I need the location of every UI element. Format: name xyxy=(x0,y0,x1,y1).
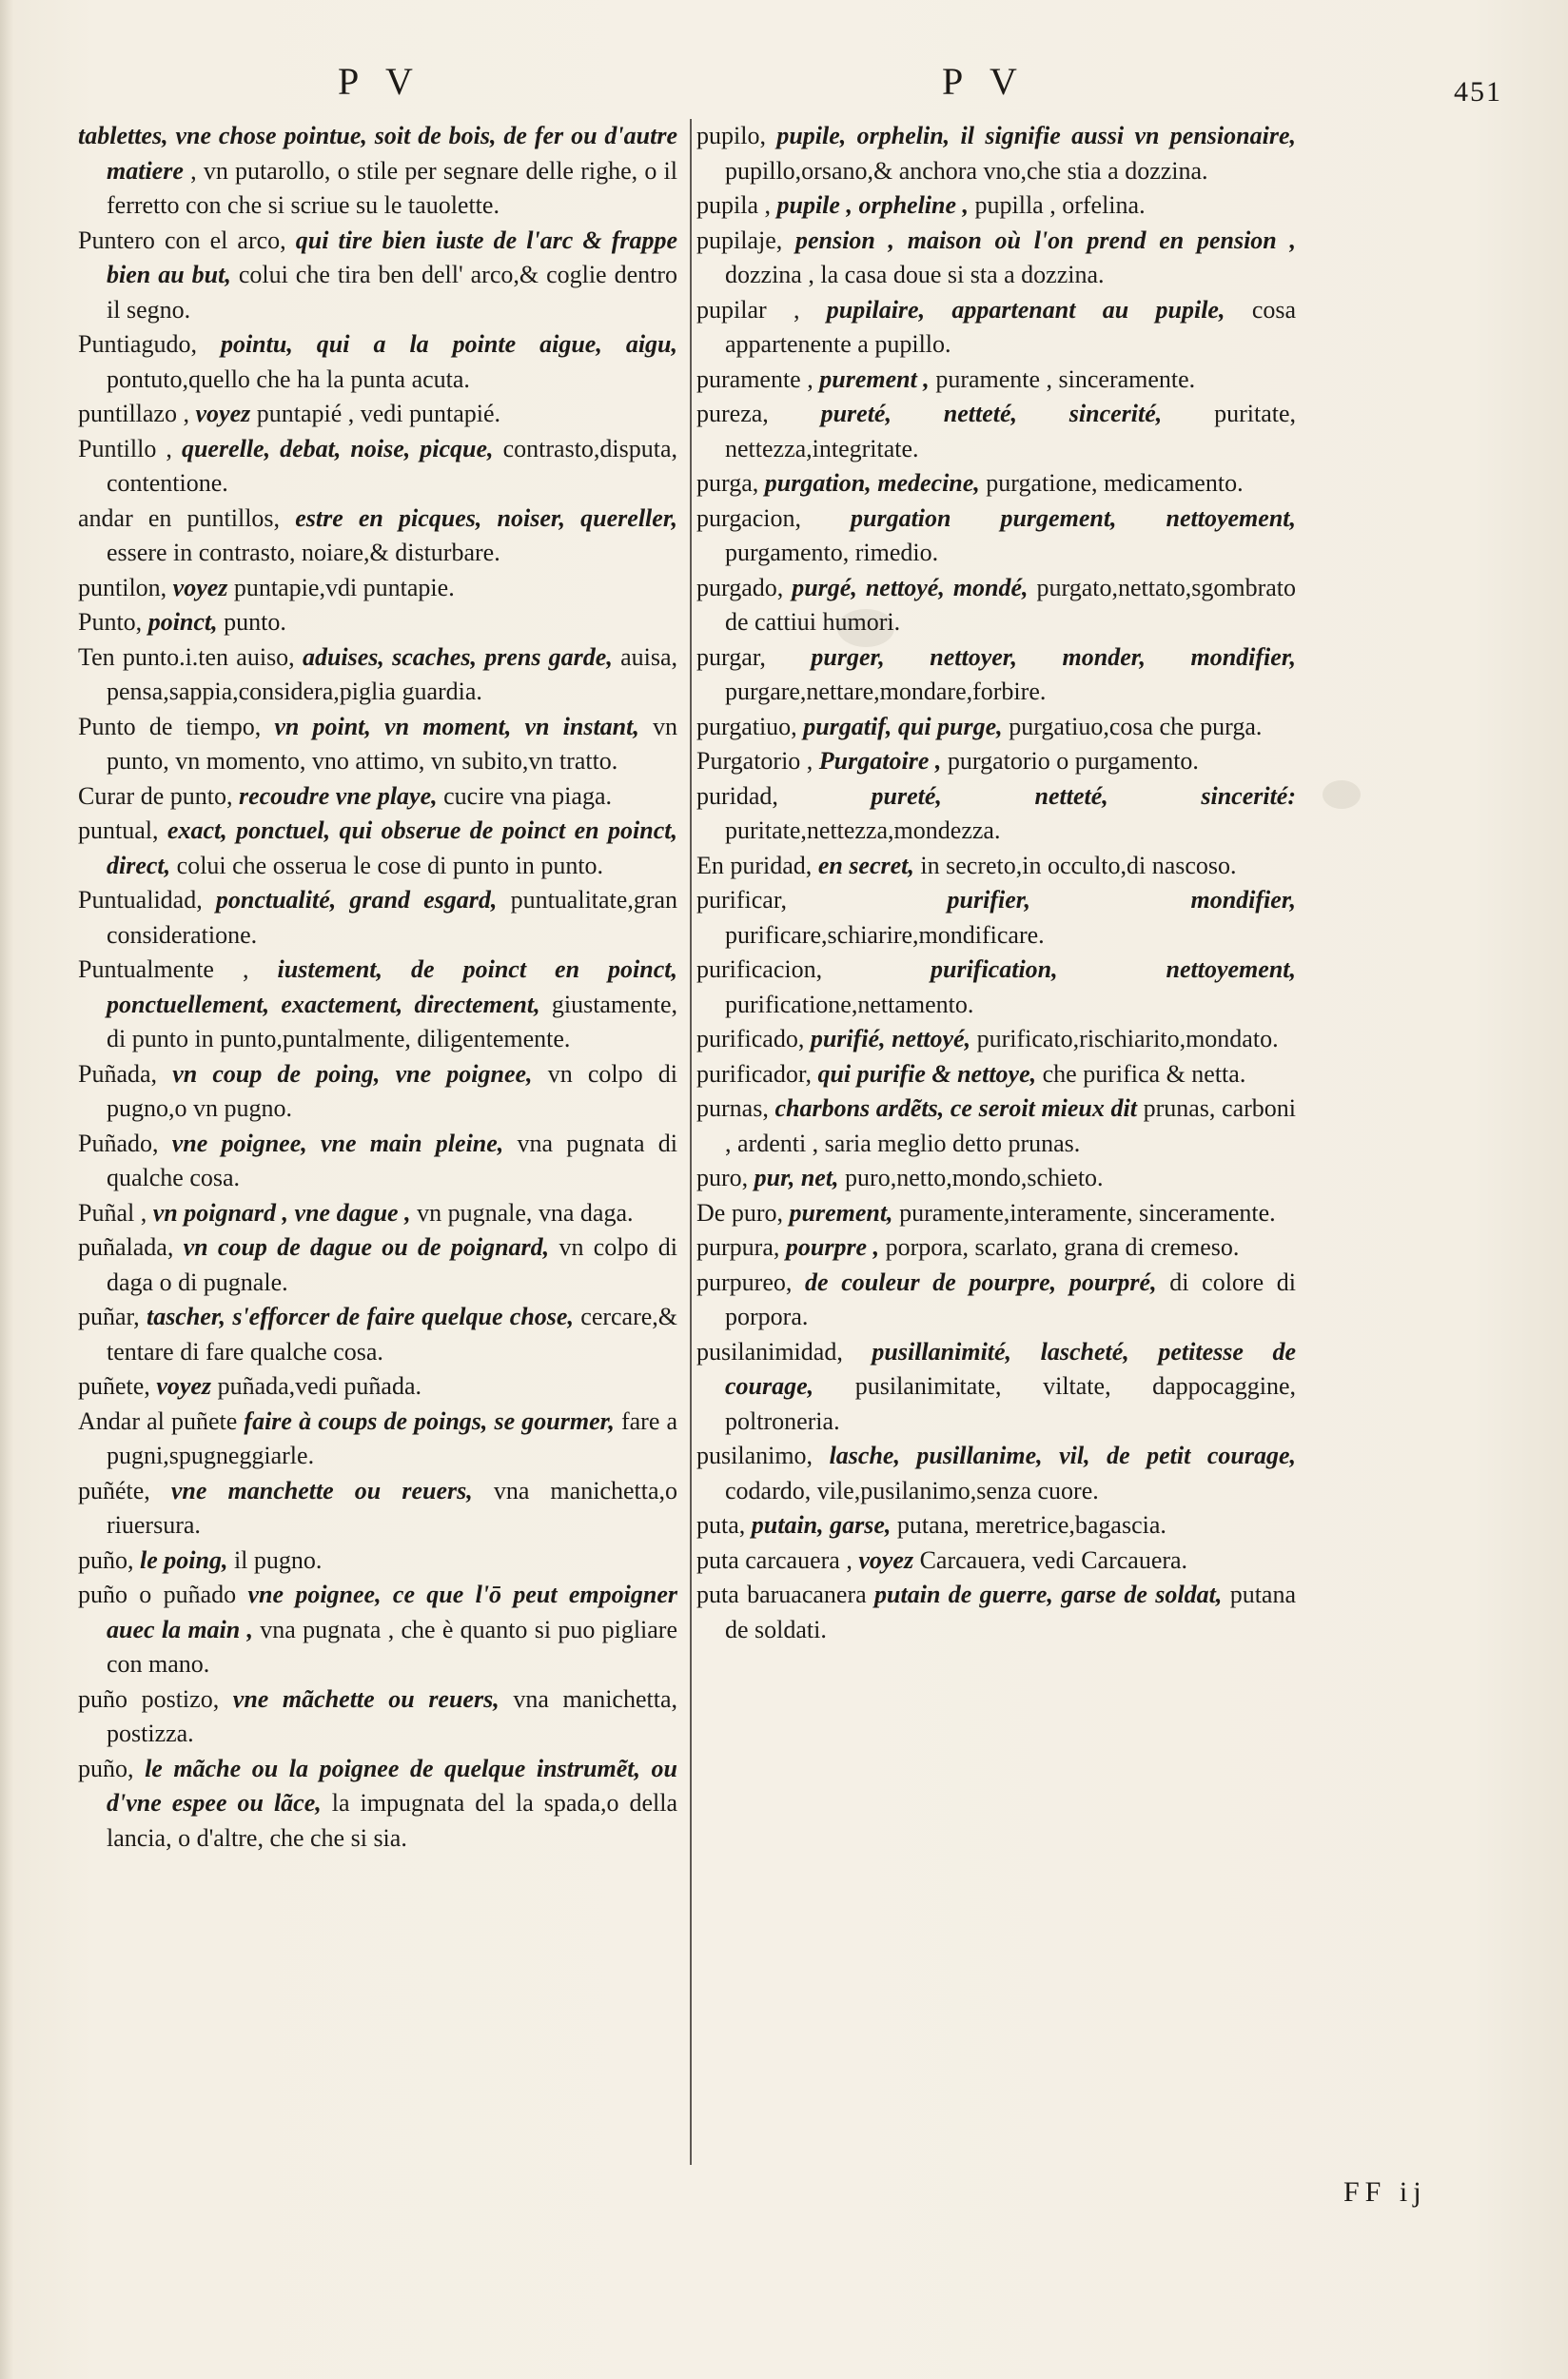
dictionary-entry xyxy=(78,501,677,571)
entry-french: voyez xyxy=(172,573,228,601)
entry-french: pureté, netteté, sincerité: xyxy=(871,781,1297,810)
entry-headword: pupilaje, xyxy=(696,226,783,254)
dictionary-entry xyxy=(78,1230,677,1300)
entry-headword: pupilo, xyxy=(696,122,766,149)
entry-headword: purgado, xyxy=(696,573,784,601)
entry-french: pureté, netteté, sincerité, xyxy=(820,400,1163,427)
entry-italian: vna pugnata di qualche cosa. xyxy=(107,1129,678,1191)
entry-italian: codardo, vile,pusilanimo,senza cuore. xyxy=(725,1476,1099,1504)
entry-italian: vn pugnale, vna daga. xyxy=(417,1198,634,1227)
entry-french: pur, net, xyxy=(754,1164,839,1191)
dictionary-entry xyxy=(696,849,1296,884)
entry-italian: puntualitate,gran consideratione. xyxy=(107,886,678,949)
dictionary-entry xyxy=(78,571,677,606)
entry-french: de couleur de pourpre, pourpré, xyxy=(805,1268,1157,1296)
entry-italian: purgare,nettare,mondare,forbire. xyxy=(725,678,1047,705)
entry-french: vne poignee, ce que l'ō peut empoigner auec la main , xyxy=(107,1581,677,1643)
entry-french: Purgatoire , xyxy=(818,747,942,775)
entry-italian: purgamento, rimedio. xyxy=(725,539,939,566)
entry-italian: pupilla , orfelina. xyxy=(974,191,1146,219)
entry-headword: puño o puñado xyxy=(78,1581,237,1608)
signature-mark: FF ij xyxy=(1343,2176,1427,2208)
entry-french: iustement, de poinct en poinct, ponctuellement, exactement, directement, xyxy=(107,955,678,1018)
entry-french: voyez xyxy=(156,1372,212,1400)
entry-headword: purgatiuo, xyxy=(696,712,797,740)
dictionary-entry xyxy=(696,363,1296,398)
dictionary-entry xyxy=(78,710,677,779)
dictionary-entry xyxy=(696,640,1296,710)
entry-french: pupile, orphelin, il signifie aussi vn pensionaire, xyxy=(776,122,1296,149)
entry-italian: colui che osserua le cose di punto in punto. xyxy=(176,851,604,879)
entry-headword: Puñado, xyxy=(78,1129,159,1157)
entry-french: purement, xyxy=(789,1198,893,1227)
dictionary-entry xyxy=(78,327,677,397)
dictionary-entry xyxy=(696,119,1296,188)
entry-headword: Puntillo , xyxy=(78,434,172,462)
entry-italian: puntapié , vedi puntapié. xyxy=(256,400,501,427)
entry-italian: giustamente, di punto in punto,puntalmente, diligentemente. xyxy=(107,990,677,1052)
entry-headword: Puntero con el arco, xyxy=(78,226,286,254)
left-column xyxy=(78,119,677,1856)
entry-headword: Punto, xyxy=(78,608,143,636)
entry-french: pusillanimité, lascheté, petitesse de courage, xyxy=(725,1337,1296,1400)
dictionary-entry xyxy=(78,1127,677,1196)
entry-italian: pupillo,orsano,& anchora vno,che stia a dozzina. xyxy=(725,156,1208,185)
entry-headword: puta baruacanera xyxy=(696,1581,867,1608)
entry-italian: prunas, carboni , ardenti , saria meglio detto prunas. xyxy=(725,1094,1296,1157)
entry-italian: vn colpo di daga o di pugnale. xyxy=(107,1233,677,1296)
entry-italian: in secreto,in occulto,di nascoso. xyxy=(920,851,1237,879)
dictionary-entry xyxy=(696,1091,1296,1161)
entry-french: qui tire bien iuste de l'arc & frappe bien au but, xyxy=(107,226,678,288)
entry-french: purifier, mondifier, xyxy=(947,886,1297,914)
entry-italian: putana de soldati. xyxy=(725,1581,1297,1643)
entry-headword: puñar, xyxy=(78,1303,140,1330)
entry-french: en secret, xyxy=(817,851,914,879)
dictionary-entry xyxy=(78,640,677,710)
entry-headword: Puñal , xyxy=(78,1198,147,1227)
entry-french: exact, ponctuel, qui obserue de poinct en poinct, direct, xyxy=(107,816,677,879)
dictionary-entry xyxy=(78,224,677,328)
entry-french: charbons ardẽts, ce seroit mieux dit xyxy=(774,1094,1137,1122)
entry-headword: purificar, xyxy=(696,886,787,914)
entry-italian: puntapie,vdi puntapie. xyxy=(233,573,455,601)
entry-headword: Andar al puñete xyxy=(78,1406,238,1435)
dictionary-entry xyxy=(78,814,677,883)
entry-headword: purpureo, xyxy=(696,1268,793,1296)
entry-headword: Purgatorio , xyxy=(696,747,813,775)
dictionary-entry xyxy=(696,779,1296,849)
dictionary-entry xyxy=(696,1439,1296,1508)
entry-italian: cucire vna piaga. xyxy=(443,781,612,810)
dictionary-entry xyxy=(696,1266,1296,1335)
dictionary-entry xyxy=(78,1682,677,1752)
entry-italian: purgato,nettato,sgombrato de cattiui humori. xyxy=(725,573,1297,636)
entry-french: vne poignee, vne main pleine, xyxy=(171,1129,504,1157)
entry-italian: vn punto, vn momento, vno attimo, vn subito,vn tratto. xyxy=(107,712,677,775)
entry-french: pupile , orpheline , xyxy=(776,191,970,219)
entry-french: vne mãchette ou reuers, xyxy=(232,1684,500,1713)
entry-headword: puñéte, xyxy=(78,1476,150,1504)
entry-italian: auisa, pensa,sappia,considera,piglia guardia. xyxy=(107,642,678,705)
dictionary-entry xyxy=(78,1752,677,1857)
entry-italian: puramente , sinceramente. xyxy=(935,364,1196,393)
dictionary-entry xyxy=(696,397,1296,466)
entry-headword: puta, xyxy=(696,1511,746,1539)
dictionary-entry xyxy=(696,466,1296,501)
dictionary-entry xyxy=(696,1161,1296,1196)
entry-headword: Puntualmente , xyxy=(78,955,249,983)
dictionary-entry xyxy=(696,224,1296,293)
right-running-head: P V xyxy=(942,60,1027,103)
entry-french: pointu, qui a la pointe aigue, aigu, xyxy=(220,330,678,358)
entry-headword: puro, xyxy=(696,1164,749,1191)
entry-italian: purgatiuo,cosa che purga. xyxy=(1009,712,1263,740)
entry-italian: purgatione, medicamento. xyxy=(986,469,1244,497)
entry-italian: colui che tira ben dell' arco,& coglie dentro il segno. xyxy=(107,261,677,324)
entry-french: estre en picques, noiser, quereller, xyxy=(295,503,678,532)
dictionary-entry xyxy=(696,1057,1296,1092)
dictionary-entry xyxy=(78,953,677,1057)
entry-headword: puntilon, xyxy=(78,573,167,601)
entry-italian: dozzina , la casa doue si sta a dozzina. xyxy=(725,261,1105,288)
entry-french: poinct, xyxy=(147,608,218,636)
entry-french: vn coup de poing, vne poignee, xyxy=(172,1059,533,1088)
dictionary-entry xyxy=(696,1578,1296,1647)
entry-italian: vna manichetta, postizza. xyxy=(107,1684,677,1747)
entry-french: putain de guerre, garse de soldat, xyxy=(874,1581,1223,1608)
entry-italian: punto. xyxy=(224,608,286,636)
entry-french: purgatif, qui purge, xyxy=(803,712,1003,740)
entry-headword: pusilanimo, xyxy=(696,1442,813,1469)
entry-french: vn point, vn moment, vn instant, xyxy=(274,712,639,740)
entry-headword: purificado, xyxy=(696,1025,805,1052)
entry-french: voyez xyxy=(858,1545,914,1574)
entry-italian: puritate,nettezza,mondezza. xyxy=(725,816,1001,844)
dictionary-entry xyxy=(696,1196,1296,1231)
dictionary-entry xyxy=(78,1300,677,1369)
dictionary-entry xyxy=(78,1474,677,1543)
entry-french: tablettes, vne chose pointue, soit de bois, de fer ou d'autre matiere xyxy=(78,122,677,185)
entry-headword: purificacion, xyxy=(696,955,823,983)
entry-headword: Puñada, xyxy=(78,1059,158,1088)
entry-italian: cercare,& tentare di fare qualche cosa. xyxy=(107,1303,678,1366)
entry-headword: pupila , xyxy=(696,191,771,219)
entry-italian: pusilanimitate, viltate, dappocaggine, poltroneria. xyxy=(725,1372,1297,1435)
entry-headword: puridad, xyxy=(696,781,778,810)
entry-headword: pureza, xyxy=(696,400,769,427)
entry-french: purifié, nettoyé, xyxy=(810,1025,971,1052)
dictionary-entry xyxy=(78,397,677,432)
dictionary-entry xyxy=(78,432,677,501)
dictionary-entry xyxy=(78,883,677,953)
entry-french: purgation, medecine, xyxy=(764,469,980,497)
dictionary-entry xyxy=(696,293,1296,363)
entry-french: voyez xyxy=(195,400,251,427)
dictionary-entry xyxy=(78,779,677,815)
entry-headword: puntual, xyxy=(78,816,159,844)
entry-french: faire à coups de poings, se gourmer, xyxy=(244,1406,615,1435)
entry-headword: puño postizo, xyxy=(78,1684,220,1713)
entry-headword: puntillazo , xyxy=(78,400,189,427)
dictionary-entry xyxy=(78,605,677,640)
entry-headword: puñalada, xyxy=(78,1233,174,1261)
entry-french: pupilaire, appartenant au pupile, xyxy=(826,295,1225,324)
entry-headword: Ten punto.i.ten auiso, xyxy=(78,642,295,671)
entry-italian: cosa appartenente a pupillo. xyxy=(725,295,1297,358)
entry-headword: puño, xyxy=(78,1754,134,1782)
dictionary-entry xyxy=(696,710,1296,745)
entry-french: purger, nettoyer, monder, mondifier, xyxy=(811,642,1297,671)
entry-italian: puñada,vedi puñada. xyxy=(217,1372,421,1400)
dictionary-entry xyxy=(696,1508,1296,1543)
entry-headword: purgar, xyxy=(696,642,766,671)
entry-headword: puta carcauera , xyxy=(696,1545,853,1574)
dictionary-entry xyxy=(696,188,1296,224)
entry-italian: vn colpo di pugno,o vn pugno. xyxy=(107,1059,678,1122)
dictionary-entry xyxy=(78,119,677,224)
entry-french: purgé, nettoyé, mondé, xyxy=(792,573,1029,601)
entry-italian: di colore di porpora. xyxy=(725,1268,1297,1330)
entry-italian: vna pugnata , che è quanto si puo pigliare con mano. xyxy=(107,1615,678,1678)
entry-italian: putana, meretrice,bagascia. xyxy=(896,1511,1166,1539)
dictionary-entry xyxy=(78,1543,677,1579)
dictionary-entry xyxy=(696,571,1296,640)
column-divider xyxy=(690,119,692,2165)
dictionary-entry xyxy=(78,1196,677,1231)
entry-french: le poing, xyxy=(140,1545,228,1574)
entry-headword: De puro, xyxy=(696,1198,783,1227)
entry-italian: pontuto,quello che ha la punta acuta. xyxy=(107,364,470,393)
entry-headword: purpura, xyxy=(696,1233,780,1261)
entry-italian: puritate, nettezza,integritate. xyxy=(725,400,1297,462)
entry-italian: che purifica & netta. xyxy=(1042,1059,1246,1088)
entry-italian: puro,netto,mondo,schieto. xyxy=(845,1164,1104,1191)
ink-spot xyxy=(1323,780,1361,809)
dictionary-entry xyxy=(696,744,1296,779)
entry-headword: puramente , xyxy=(696,364,813,393)
dictionary-entry xyxy=(696,1543,1296,1579)
dictionary-entry xyxy=(696,1335,1296,1440)
dictionary-entry xyxy=(696,1230,1296,1266)
entry-headword: purificador, xyxy=(696,1059,812,1088)
left-running-head: P V xyxy=(338,60,422,103)
entry-headword: Punto de tiempo, xyxy=(78,712,262,740)
entry-french: purification, nettoyement, xyxy=(931,955,1296,983)
entry-headword: Puntiagudo, xyxy=(78,330,197,358)
dictionary-entry xyxy=(696,883,1296,953)
entry-italian: essere in contrasto, noiare,& disturbare. xyxy=(107,539,500,566)
entry-french: ponctualité, grand esgard, xyxy=(215,886,498,914)
dictionary-entry xyxy=(696,1022,1296,1057)
entry-italian: purificatione,nettamento. xyxy=(725,990,974,1018)
entry-french: le mãche ou la poignee de quelque instrumẽt, ou d'vne espee ou lãce, xyxy=(107,1754,677,1817)
entry-headword: purga, xyxy=(696,469,759,497)
dictionary-entry xyxy=(696,953,1296,1022)
entry-french: pension , maison où l'on prend en pension , xyxy=(795,226,1296,254)
entry-italian: vna manichetta,o riuersura. xyxy=(107,1476,677,1539)
entry-headword: puño, xyxy=(78,1545,134,1574)
dictionary-entry xyxy=(696,501,1296,571)
entry-french: querelle, debat, noise, picque, xyxy=(181,434,494,462)
entry-french: vn poignard , vne dague , xyxy=(152,1198,411,1227)
entry-french: vne manchette ou reuers, xyxy=(170,1476,473,1504)
entry-headword: purgacion, xyxy=(696,503,801,532)
entry-italian: il pugno. xyxy=(233,1545,323,1574)
entry-headword: puñete, xyxy=(78,1372,150,1400)
dictionary-entry xyxy=(78,1405,677,1474)
entry-headword: pusilanimidad, xyxy=(696,1337,843,1366)
dictionary-entry xyxy=(78,1057,677,1127)
entry-italian: purificato,rischiarito,mondato. xyxy=(976,1025,1279,1052)
entry-french: purement , xyxy=(819,364,930,393)
entry-italian: contrasto,disputa, contentione. xyxy=(107,434,678,497)
running-header xyxy=(0,59,1568,116)
entry-french: recoudre vne playe, xyxy=(238,781,438,810)
right-column xyxy=(696,119,1296,1647)
entry-headword: andar en puntillos, xyxy=(78,503,281,532)
entry-italian: purificare,schiarire,mondificare. xyxy=(725,920,1045,949)
entry-headword: pupilar , xyxy=(696,295,800,324)
entry-italian: fare a pugni,spugneggiarle. xyxy=(107,1406,678,1469)
dictionary-entry xyxy=(78,1369,677,1405)
entry-italian: purgatorio o purgamento. xyxy=(947,747,1199,775)
dictionary-entry xyxy=(78,1578,677,1682)
entry-french: vn coup de dague ou de poignard, xyxy=(183,1233,550,1261)
entry-french: pourpre , xyxy=(785,1233,880,1261)
entry-italian: , vn putarollo, o stile per segnare delle righe, o il ferretto con che si scriue su le tauolette. xyxy=(107,156,678,219)
entry-french: putain, garse, xyxy=(751,1511,892,1539)
entry-italian: Carcauera, vedi Carcauera. xyxy=(919,1545,1188,1574)
entry-italian: la impugnata del la spada,o della lancia, o d'altre, che che si sia. xyxy=(107,1789,677,1852)
entry-french: qui purifie & nettoye, xyxy=(817,1059,1037,1088)
entry-italian: porpora, scarlato, grana di cremeso. xyxy=(885,1233,1240,1261)
entry-headword: Puntualidad, xyxy=(78,886,203,914)
page-number: 451 xyxy=(1454,76,1502,108)
entry-french: lasche, pusillanime, vil, de petit courage, xyxy=(829,1442,1296,1469)
entry-headword: En puridad, xyxy=(696,851,813,879)
entry-italian: puramente,interamente, sinceramente. xyxy=(899,1198,1276,1227)
entry-headword: Curar de punto, xyxy=(78,781,233,810)
entry-french: purgation purgement, nettoyement, xyxy=(851,503,1297,532)
entry-headword: purnas, xyxy=(696,1094,769,1122)
entry-french: aduises, scaches, prens garde, xyxy=(302,642,613,671)
entry-french: tascher, s'efforcer de faire quelque chose, xyxy=(146,1303,574,1330)
